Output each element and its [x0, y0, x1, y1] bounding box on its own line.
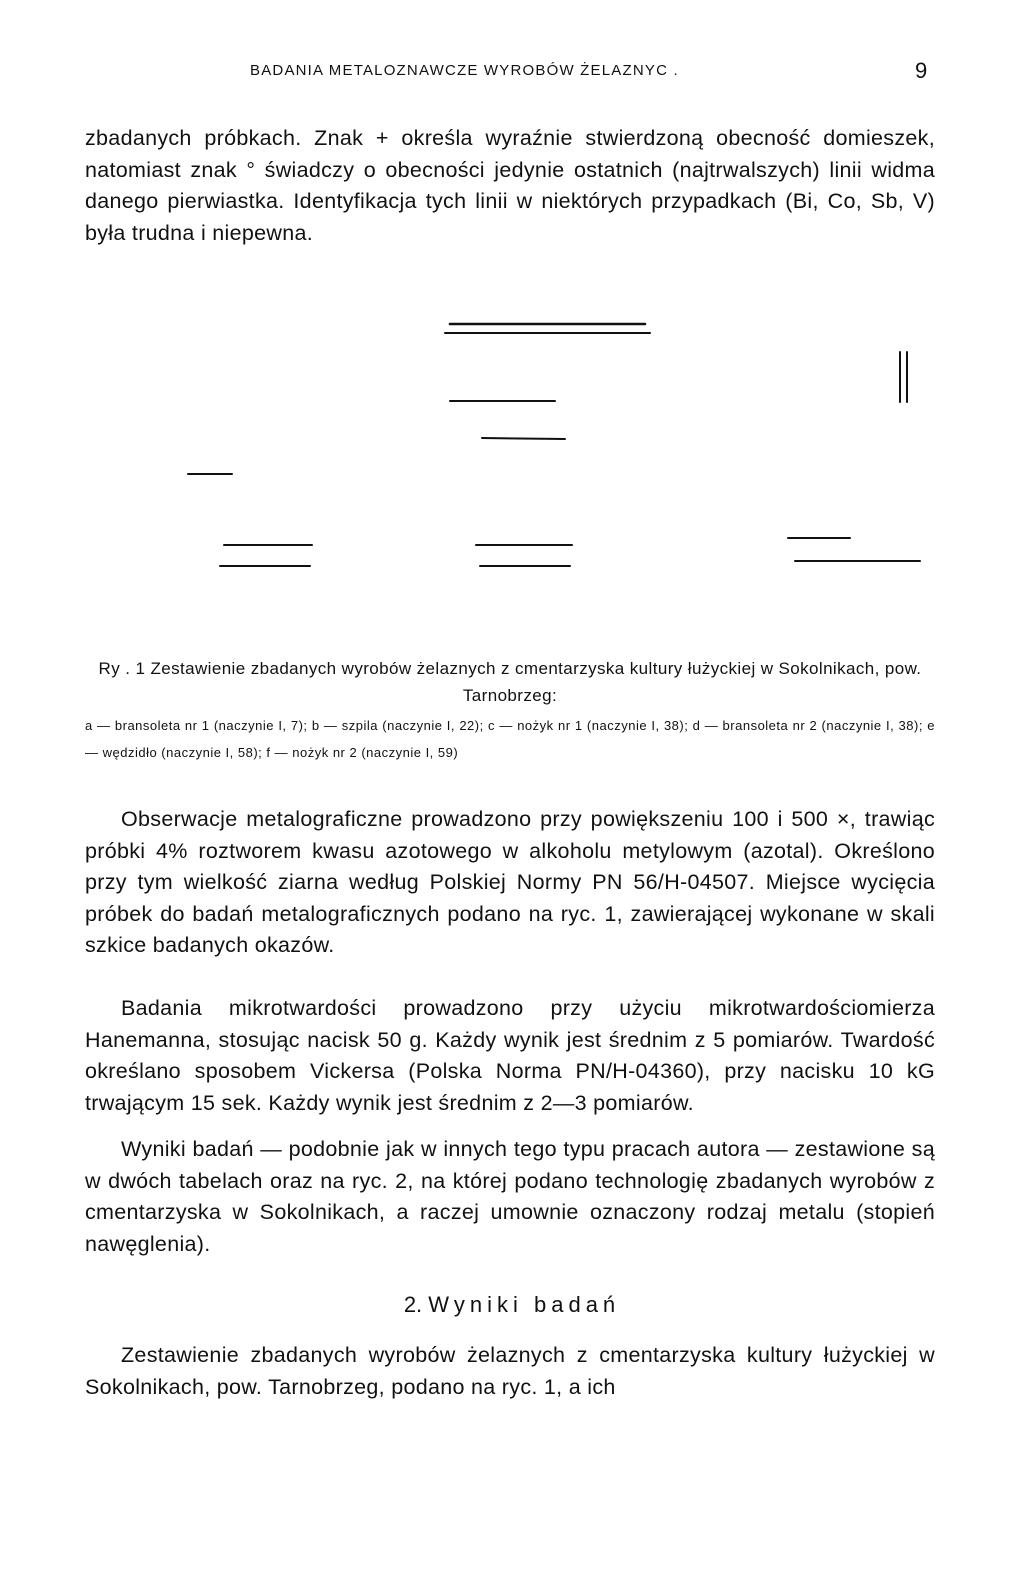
page-number: 9 — [915, 58, 928, 83]
figure-1-sketches — [160, 300, 940, 600]
paragraph-results-summary: Wyniki badań — podobnie jak w innych tego typu pracach autora — zestawione są w dwóch tabelach oraz na ryc. 2, na której podano technologię zbadanych wyrobów z cmentarzyska w Sokolnikach, a raczej umownie oznaczony rodzaj metalu (stopień nawęglenia). — [85, 1137, 935, 1256]
paragraph-final: Zestawienie zbadanych wyrobów żelaznych z cmentarzyska kultury łużyckiej w Sokolnikach, pow. Tarnobrzeg, podano na ryc. 1, a ich — [85, 1343, 935, 1399]
page-header — [0, 58, 1024, 98]
sketch-line — [482, 438, 565, 439]
section-title: Wyniki badań — [428, 1292, 621, 1317]
running-head: BADANIA METALOZNAWCZE WYROBÓW ŻELAZNYC . — [250, 62, 679, 79]
figure-caption-title: Ry . 1 Zestawienie zbadanych wyrobów żelaznych z cmentarzyska kultury łużyckiej w Sokolnikach, pow. Tarnobrzeg: — [98, 659, 922, 705]
paragraph-metallography: Obserwacje metalograficzne prowadzono przy powiększeniu 100 i 500 ×, trawiąc próbki 4% roztworem kwasu azotowego w alkoholu metylowym (azotal). Określono przy tym wielkość ziarna według Polskiej Normy PN 56/H-04507. Miejsce wycięcia próbek do badań metalograficznych podano na ryc. 1, zawierającej wykonane w skali szkice badanych okazów. — [85, 807, 935, 957]
figure-caption-legend: a — bransoleta nr 1 (naczynie I, 7); b — szpila (naczynie I, 22); c — nożyk nr 1 (naczynie I, 38); d — bransoleta nr 2 (naczynie I, 38); e — wędzidło (naczynie I, 58); f — nożyk nr 2 (naczynie I, 59) — [85, 718, 935, 760]
section-number: 2. — [403, 1292, 423, 1317]
paragraph-microhardness: Badania mikrotwardości prowadzono przy użyciu mikrotwardościomierza Hanemanna, stosując nacisk 50 g. Każdy wynik jest średnim z 5 pomiarów. Twardość określano sposobem Vickersa (Polska Norma PN/H-04360), przy nacisku 10 kG trwającym 15 sek. Każdy wynik jest średnim z 2—3 pomiarów. — [85, 996, 935, 1115]
section-heading — [0, 1292, 1024, 1318]
intro-paragraph: zbadanych próbkach. Znak + określa wyraźnie stwierdzoną obecność domieszek, natomiast znak ° świadczy o obecności jedynie ostatnich (najtrwalszych) linii widma danego pierwiastka. Identyfikacja tych linii w niektórych przypadkach (Bi, Co, Sb, V) była trudna i niepewna. — [85, 126, 935, 245]
